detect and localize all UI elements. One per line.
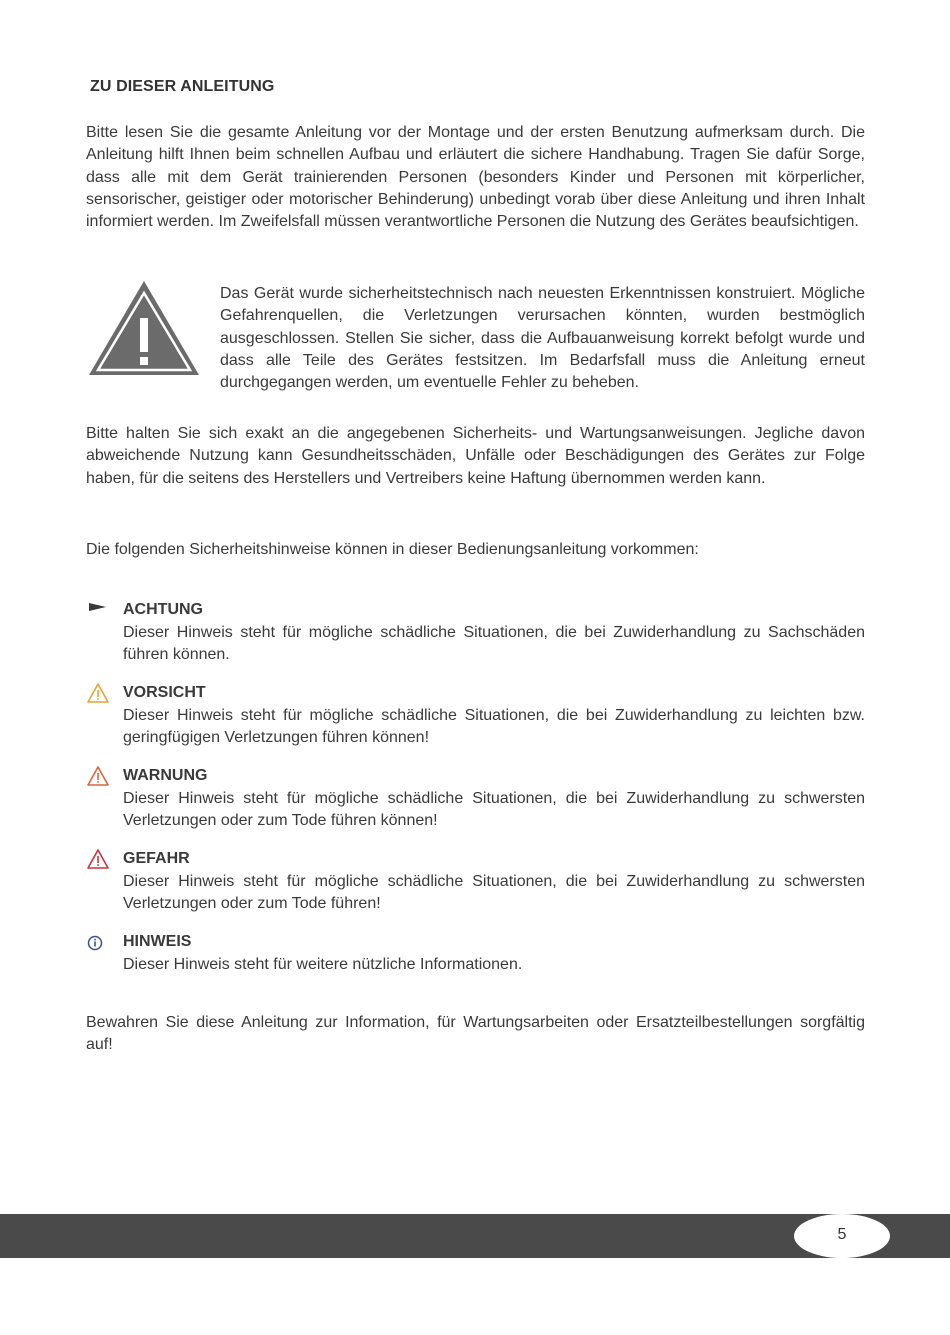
notice-label: VORSICHT xyxy=(123,684,206,701)
notice-text: Dieser Hinweis steht für mögliche schädliche Situationen, die bei Zuwiderhandlung zu leichten bzw. geringfügigen Verletzungen führen können! xyxy=(123,707,865,747)
page-number: 5 xyxy=(837,1226,847,1243)
section-title: ZU DIESER ANLEITUNG xyxy=(90,78,275,95)
safety-warning-text: Das Gerät wurde sicherheitstechnisch nach neuesten Erkenntnissen konstruiert. Mögliche Gefahrenquellen, die Verletzungen verursachen könnten, wurden bestmöglich ausgeschlossen. Stellen Sie sicher, dass die Aufbauanweisung korrekt befolgt wurde und dass alle Teile des Gerätes festsitzen. Im Bedarfsfall muss die Anleitung erneut durchgegangen werden, um eventuelle Fehler zu beheben. xyxy=(220,285,865,392)
notices-intro-paragraph: Die folgenden Sicherheitshinweise können in dieser Bedienungsanleitung vorkommen: xyxy=(86,541,699,558)
closing-paragraph: Bewahren Sie diese Anleitung zur Information, für Wartungsarbeiten oder Ersatzteilbestellungen sorgfältig auf! xyxy=(86,1014,865,1054)
notice-text: Dieser Hinweis steht für mögliche schädliche Situationen, die bei Zuwiderhandlung zu schwersten Verletzungen oder zum Tode führen können! xyxy=(123,790,865,830)
notice-text: Dieser Hinweis steht für weitere nützliche Informationen. xyxy=(123,956,523,973)
exclamation-triangle-icon xyxy=(86,278,202,378)
notice-label: HINWEIS xyxy=(123,933,192,950)
notice-text: Dieser Hinweis steht für mögliche schädliche Situationen, die bei Zuwiderhandlung zu Sachschäden führen können. xyxy=(123,624,865,664)
caution-triangle-icon xyxy=(86,682,110,704)
notice-label: WARNUNG xyxy=(123,767,208,784)
warning-triangle-icon xyxy=(86,765,110,787)
safety-warning-block xyxy=(86,274,865,404)
intro-paragraph: Bitte lesen Sie die gesamte Anleitung vor der Montage und der ersten Benutzung aufmerksam durch. Die Anleitung hilft Ihnen beim schnellen Aufbau und erläutert die sichere Handhabung. Tragen Sie dafür Sorge, dass alle mit dem Gerät trainierenden Personen (besonders Kinder und Personen mit körperlicher, sensorischer, geistiger oder motorischer Behinderung) unbedingt vorab über diese Anleitung und ihren Inhalt informiert werden. Im Zweifelsfall müssen verantwortliche Personen die Nutzung des Gerätes beaufsichtigen. xyxy=(86,124,865,231)
usage-paragraph: Bitte halten Sie sich exakt an die angegebenen Sicherheits- und Wartungsanweisungen. Jegliche davon abweichende Nutzung kann Gesundheitsschäden, Unfälle oder Beschädigungen des Gerätes zur Folge haben, für die seitens des Herstellers und Vertreibers keine Haftung übernommen werden kann. xyxy=(86,425,865,487)
notice-label: ACHTUNG xyxy=(123,601,203,618)
flag-arrow-icon xyxy=(86,599,110,621)
notice-label: GEFAHR xyxy=(123,850,190,867)
notice-text: Dieser Hinweis steht für mögliche schädliche Situationen, die bei Zuwiderhandlung zu schwersten Verletzungen oder zum Tode führen! xyxy=(123,873,865,913)
danger-triangle-icon xyxy=(86,848,110,870)
info-circle-icon xyxy=(86,931,110,953)
